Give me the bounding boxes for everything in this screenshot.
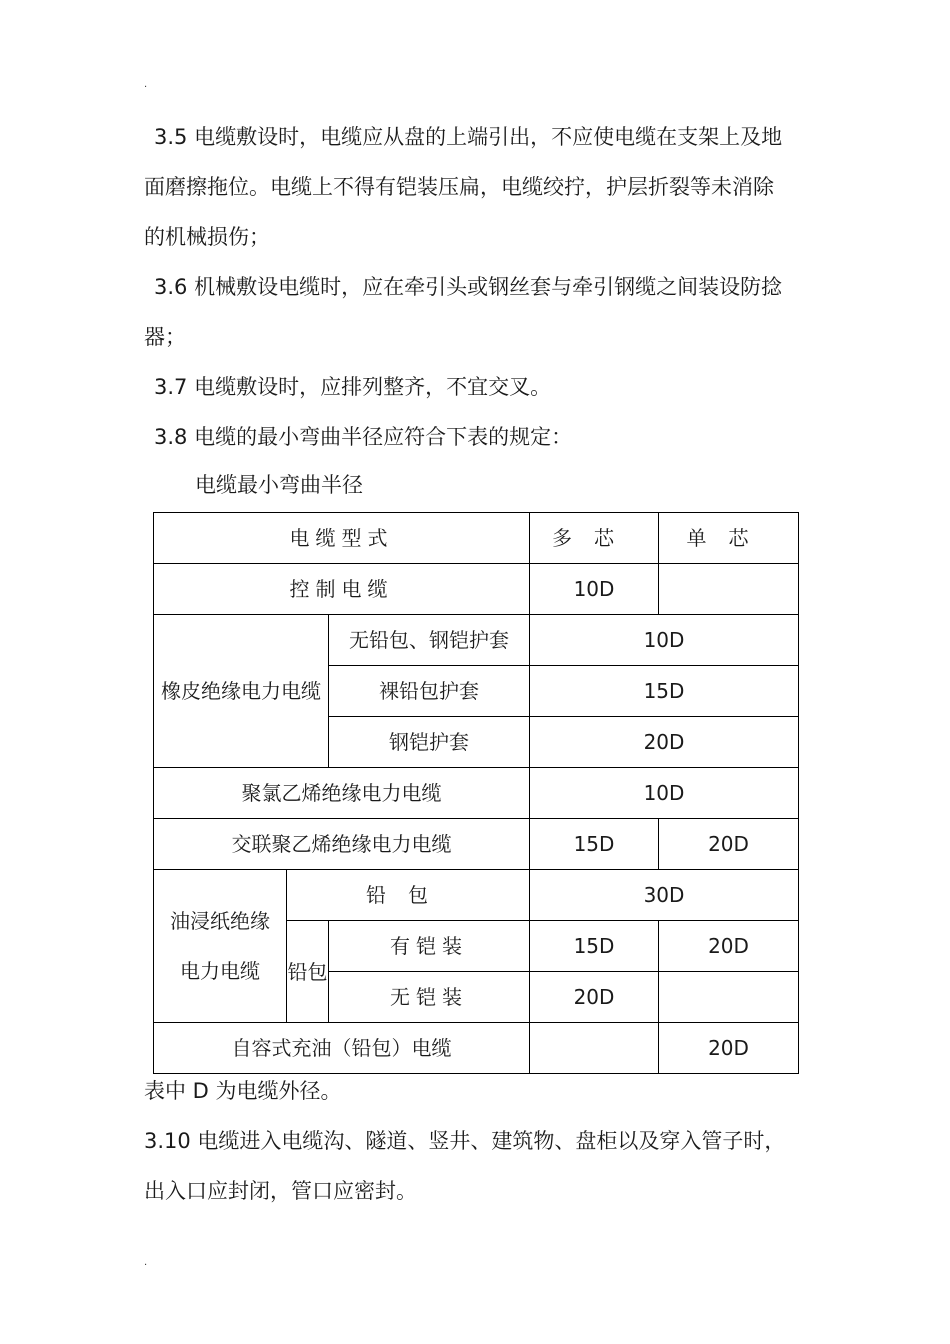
row-group-label: 油浸纸绝缘电力电缆 xyxy=(154,870,287,1023)
paragraph-line: 3.8 电缆的最小弯曲半径应符合下表的规定： xyxy=(154,425,573,449)
paragraph-line: 器； xyxy=(144,325,186,349)
single-core-value xyxy=(659,972,799,1023)
paragraph-line: 3.6 机械敷设电缆时，应在牵引头或钢丝套与牵引钢缆之间装设防捻 xyxy=(154,275,783,299)
table-row xyxy=(154,615,799,666)
row-sub-label: 钢铠护套 xyxy=(329,717,530,768)
paragraph-line: 3.7 电缆敷设时，应排列整齐，不宜交叉。 xyxy=(154,375,552,399)
value-cell: 30D xyxy=(530,870,799,921)
value-cell: 10D xyxy=(530,615,799,666)
table-note: 表中 D 为电缆外径。 xyxy=(144,1079,342,1103)
multi-core-value: 20D xyxy=(530,972,659,1023)
paragraph-3-5 xyxy=(144,112,814,262)
single-core-value: 20D xyxy=(659,1023,799,1074)
header-multi-core: 多芯 xyxy=(530,513,659,564)
single-core-value: 20D xyxy=(659,819,799,870)
value-cell: 20D xyxy=(530,717,799,768)
paragraph-3-8 xyxy=(144,412,814,462)
paragraph-line: 的机械损伤； xyxy=(144,225,270,249)
table-row xyxy=(154,768,799,819)
table-row xyxy=(154,819,799,870)
table-row xyxy=(154,564,799,615)
row-sub-label: 无铠装 xyxy=(329,972,530,1023)
row-label: 自容式充油（铅包）电缆 xyxy=(154,1023,530,1074)
page-bottom-marker: . xyxy=(144,1257,148,1268)
row-subgroup-label: 铅包 xyxy=(287,921,329,1023)
table-header-row xyxy=(154,513,799,564)
multi-core-value xyxy=(530,1023,659,1074)
row-label: 控制电缆 xyxy=(154,564,530,615)
paragraph-line: 出入口应封闭，管口应密封。 xyxy=(144,1179,417,1203)
single-core-value: 20D xyxy=(659,921,799,972)
value-cell: 10D xyxy=(530,768,799,819)
paragraph-line: 3.5 电缆敷设时，电缆应从盘的上端引出，不应使电缆在支架上及地 xyxy=(154,125,783,149)
table-caption: 电缆最小弯曲半径 xyxy=(195,473,363,497)
row-group-label: 橡皮绝缘电力电缆 xyxy=(154,615,329,768)
multi-core-value: 10D xyxy=(530,564,659,615)
bend-radius-table xyxy=(153,512,799,1074)
paragraph-3-7 xyxy=(144,362,814,412)
header-single-core: 单芯 xyxy=(659,513,799,564)
multi-core-value: 15D xyxy=(530,921,659,972)
paragraph-3-6 xyxy=(144,262,814,362)
paragraph-line: 3.10 电缆进入电缆沟、隧道、竖井、建筑物、盘柜以及穿入管子时， xyxy=(144,1129,786,1153)
row-label: 聚氯乙烯绝缘电力电缆 xyxy=(154,768,530,819)
paragraph-3-10 xyxy=(144,1116,814,1216)
row-sub-label: 铅包 xyxy=(287,870,530,921)
row-sub-label: 无铅包、钢铠护套 xyxy=(329,615,530,666)
row-sub-label: 有铠装 xyxy=(329,921,530,972)
table-row xyxy=(154,870,799,921)
multi-core-value: 15D xyxy=(530,819,659,870)
value-cell: 15D xyxy=(530,666,799,717)
header-cable-type: 电缆型式 xyxy=(154,513,530,564)
row-label: 交联聚乙烯绝缘电力电缆 xyxy=(154,819,530,870)
single-core-value xyxy=(659,564,799,615)
page-top-marker: . xyxy=(144,79,148,90)
paragraph-line: 面磨擦拖位。电缆上不得有铠装压扁，电缆绞拧，护层折裂等未消除 xyxy=(144,175,774,199)
row-sub-label: 裸铅包护套 xyxy=(329,666,530,717)
